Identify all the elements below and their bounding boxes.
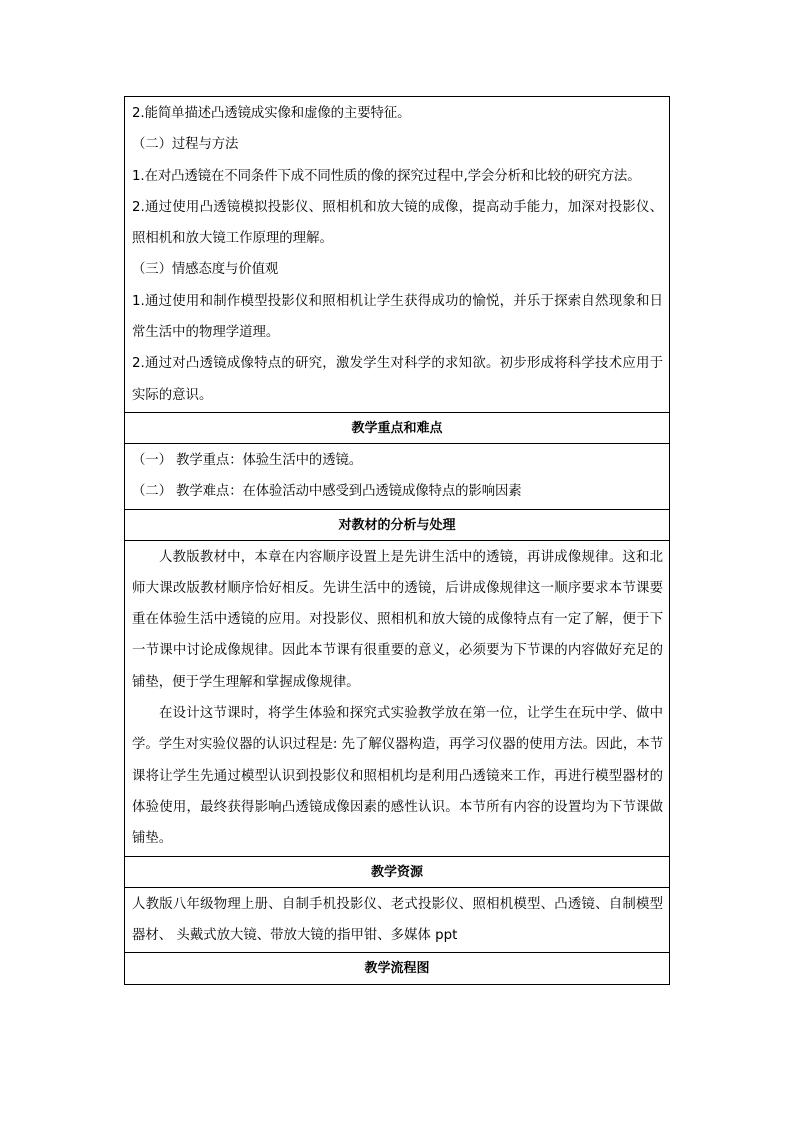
process-heading: （二）过程与方法 (132, 137, 239, 153)
analysis-paragraph-2: 在设计这节课时，将学生体验和探究式实验教学放在第一位，让学生在玩中学、做中学。学生对实验仪器的认识过程是: 先了解仪器构造，再学习仪器的使用方法。因此，本节课将让学生先通过模型认识到投影仪和照相机均是利用凸透镜来工作，再进行模型器材的体验使用，最终获得影响凸透镜成像因素的感性认识。本节所有内容的设置均为下节课做铺垫。 (132, 706, 663, 847)
resources-section (125, 888, 669, 954)
resources-header: 教学资源 (125, 857, 669, 888)
objective-line: 2.能简单描述凸透镜成实像和虚像的主要特征。 (132, 106, 411, 121)
textbook-analysis-section (125, 541, 669, 857)
resources-content: 人教版八年级物理上册、自制手机投影仪、老式投影仪、照相机模型、凸透镜、自制模型器材、 头戴式放大镜、带放大镜的指甲钳、多媒体 ppt (132, 896, 663, 943)
textbook-analysis-header: 对教材的分析与处理 (125, 510, 669, 541)
teaching-difficulty: （二） 教学难点：在体验活动中感受到凸透镜成像特点的影响因素 (132, 484, 522, 500)
attitude-item-2: 2.通过对凸透镜成像特点的研究，激发学生对科学的求知欲。初步形成将科学技术应用于实际的意识。 (132, 356, 663, 403)
attitude-item-1: 1.通过使用和制作模型投影仪和照相机让学生获得成功的愉悦，并乐于探索自然现象和日常生活中的物理学道理。 (132, 293, 663, 341)
analysis-paragraph-1: 人教版教材中，本章在内容顺序设置上是先讲生活中的透镜，再讲成像规律。这和北师大课改版教材顺序恰好相反。先讲生活中的透镜，后讲成像规律这一顺序要求本节课要重在体验生活中透镜的应用。对投影仪、照相机和放大镜的成像特点有一定了解，便于下一节课中讨论成像规律。因此本节课有很重要的意义，必须要为下节课的内容做好充足的铺垫，便于学生理解和掌握成像规律。 (132, 549, 663, 690)
lesson-plan-table (124, 96, 670, 985)
key-points-section (125, 444, 669, 510)
process-item-1: 1.在对凸透镜在不同条件下成不同性质的像的探究过程中,学会分析和比较的研究方法。 (132, 168, 641, 184)
objectives-section (125, 97, 669, 413)
flowchart-header: 教学流程图 (364, 961, 430, 977)
teaching-focus: （一） 教学重点：体验生活中的透镜。 (132, 452, 363, 468)
process-item-2: 2.通过使用凸透镜模拟投影仪、照相机和放大镜的成像，提高动手能力，加深对投影仪、照相机和放大镜工作原理的理解。 (132, 199, 663, 247)
attitude-heading: （三）情感态度与价值观 (132, 262, 279, 278)
key-points-header: 教学重点和难点 (125, 413, 669, 444)
